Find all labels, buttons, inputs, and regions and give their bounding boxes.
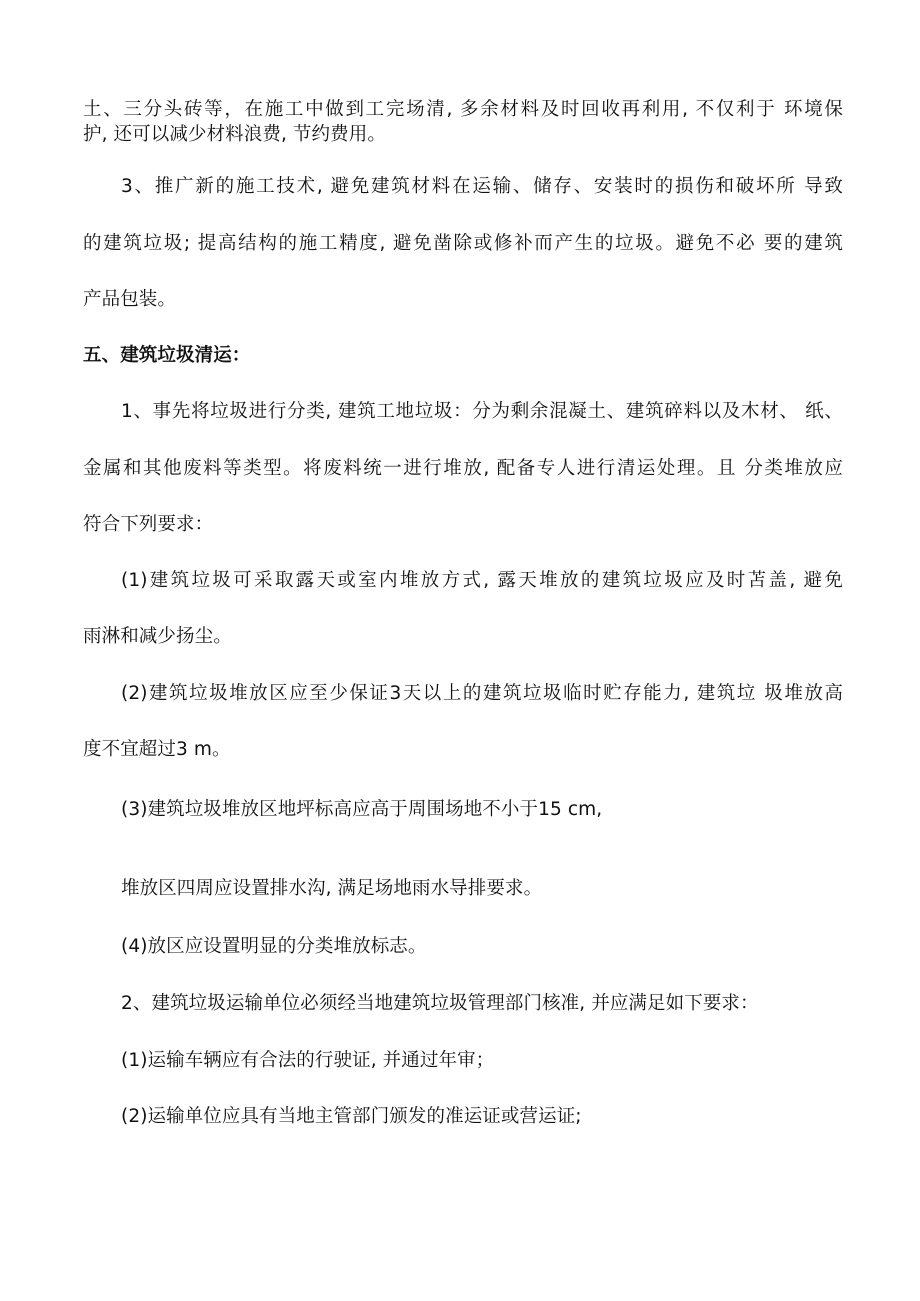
section-heading: 五、建筑垃圾清运： — [83, 345, 251, 366]
list-item-line: (4)放区应设置明显的分类堆放标志。 — [121, 936, 427, 957]
paragraph-line: 1、事先将垃圾进行分类, 建筑工地垃圾：分为剩余混凝土、建筑碎料以及木材、 纸、 — [121, 401, 843, 422]
list-item-line: 雨淋和减少扬尘。 — [83, 626, 232, 647]
list-item-line: (2)建筑垃圾堆放区应至少保证3天以上的建筑垃圾临时贮存能力, 建筑垃 圾堆放高 — [121, 683, 843, 704]
paragraph-line: 土、三分头砖等，在施工中做到工完场清, 多余材料及时回收再利用, 不仅利于 环境保 — [83, 99, 843, 120]
paragraph-line: 的建筑垃圾; 提高结构的施工精度, 避免凿除或修补而产生的垃圾。避免不必 要的建筑 — [83, 233, 843, 254]
list-item-line: 度不宜超过3 m。 — [83, 739, 231, 760]
list-item-line: (1)建筑垃圾可采取露天或室内堆放方式, 露天堆放的建筑垃圾应及时苫盖, 避免 — [121, 570, 843, 591]
paragraph-line: 金属和其他废料等类型。将废料统一进行堆放, 配备专人进行清运处理。且 分类堆放应 — [83, 458, 843, 479]
paragraph-line: 符合下列要求： — [83, 514, 214, 535]
list-item-line: (2)运输单位应具有当地主管部门颁发的准运证或营运证; — [121, 1106, 582, 1127]
paragraph-line: 3、推广新的施工技术, 避免建筑材料在运输、储存、安装时的损伤和破坏所 导致 — [121, 176, 843, 197]
list-item-line: (3)建筑垃圾堆放区地坪标高应高于周围场地不小于15 cm, — [121, 799, 603, 820]
paragraph-line: 护, 还可以减少材料浪费, 节约费用。 — [83, 124, 386, 145]
list-item-line: (1)运输车辆应有合法的行驶证, 并通过年审； — [121, 1050, 495, 1071]
paragraph-line: 2、建筑垃圾运输单位必须经当地建筑垃圾管理部门核准, 并应满足如下要求： — [121, 993, 759, 1014]
list-item-line: 堆放区四周应设置排水沟, 满足场地雨水导排要求。 — [121, 878, 543, 899]
paragraph-line: 产品包装。 — [83, 289, 177, 310]
